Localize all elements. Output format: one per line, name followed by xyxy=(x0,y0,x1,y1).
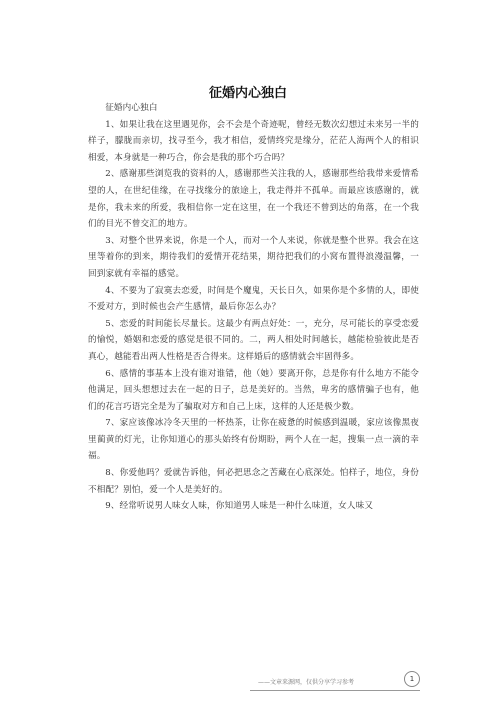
page-number-badge: 1 xyxy=(404,671,420,687)
footer-source: ——文章来源网，仅供分享学习参考 xyxy=(258,679,355,686)
page-title: 征婚内心独白 xyxy=(208,86,287,101)
paragraph-6: 6、感情的事基本上没有谁对谁错，他（她）要离开你，总是你有什么地方不能令他满足，回头想想过去在一起的日子，总是美好的。当然，卑劣的感情骗子也有，他们的花言巧语完全是为了骗取对方和自己上床，这样的人还是极少数。 xyxy=(88,368,419,412)
paragraph-7: 7、家应该像冰冷冬天里的一杯热茶，让你在疲惫的时候感到温暖，家应该像黑夜里蔺黄的灯光，让你知道心的那头始终有份期盼，两个人在一起，搜集一点一滴的幸福。 xyxy=(88,418,419,462)
paragraph-2: 2、感谢那些浏览我的资料的人，感谢那些关注我的人，感谢那些给我带来爱情希望的人，在世纪佳缘，在寻找缘分的旅途上，我走得并不孤单。而最应该感谢的，就是你，我未来的所爱，我相信你一定在这里，在一个我还不曾到达的角落，在一个我们的目光不曾交汇的地方。 xyxy=(88,169,419,230)
paragraph-4: 4、不要为了寂寞去恋爱，时间是个魔鬼，天长日久，如果你是个多情的人，即使不爱对方，到时候也会产生感情，最后你怎么办？ xyxy=(88,285,419,313)
document-body xyxy=(88,100,419,515)
paragraph-1: 1、如果让我在这里遇见你，会不会是个奇迹呢，曾经无数次幻想过未来另一半的样子，朦胧而亲切，找寻至今，我才相信，爱情终究是缘分，茫茫人海两个人的相识相爱，本身就是一种巧合，你会是我的那个巧合吗？ xyxy=(88,119,419,163)
paragraph-8: 8、你爱他吗？爱就告诉他，何必把思念之苦藏在心底深处。怕样子，地位，身份不相配？别怕，爱一个人是美好的。 xyxy=(88,468,419,495)
paragraph-5: 5、恋爱的时间能长尽量长。这最少有两点好处：一，充分，尽可能长的享受恋爱的愉悦，婚姻和恋爱的感觉是很不同的。二，两人相处时间越长，越能检验彼此是否真心，越能看出两人性格是否合得来。这样婚后的感情就会牢固得多。 xyxy=(88,318,419,362)
footer-divider xyxy=(250,690,420,691)
paragraph-9: 9、经常听说男人味女人味，你知道男人味是一种什么味道，女人味又 xyxy=(105,501,374,512)
document-subtitle: 征婚内心独白 xyxy=(105,103,158,113)
paragraph-3: 3、对整个世界来说，你是一个人，而对一个人来说，你就是整个世界。我会在这里等着你的到来，期待我们的爱情开花结果，期待把我们的小窝布置得浪漫温馨，一回到家就有幸福的感觉。 xyxy=(88,235,419,279)
